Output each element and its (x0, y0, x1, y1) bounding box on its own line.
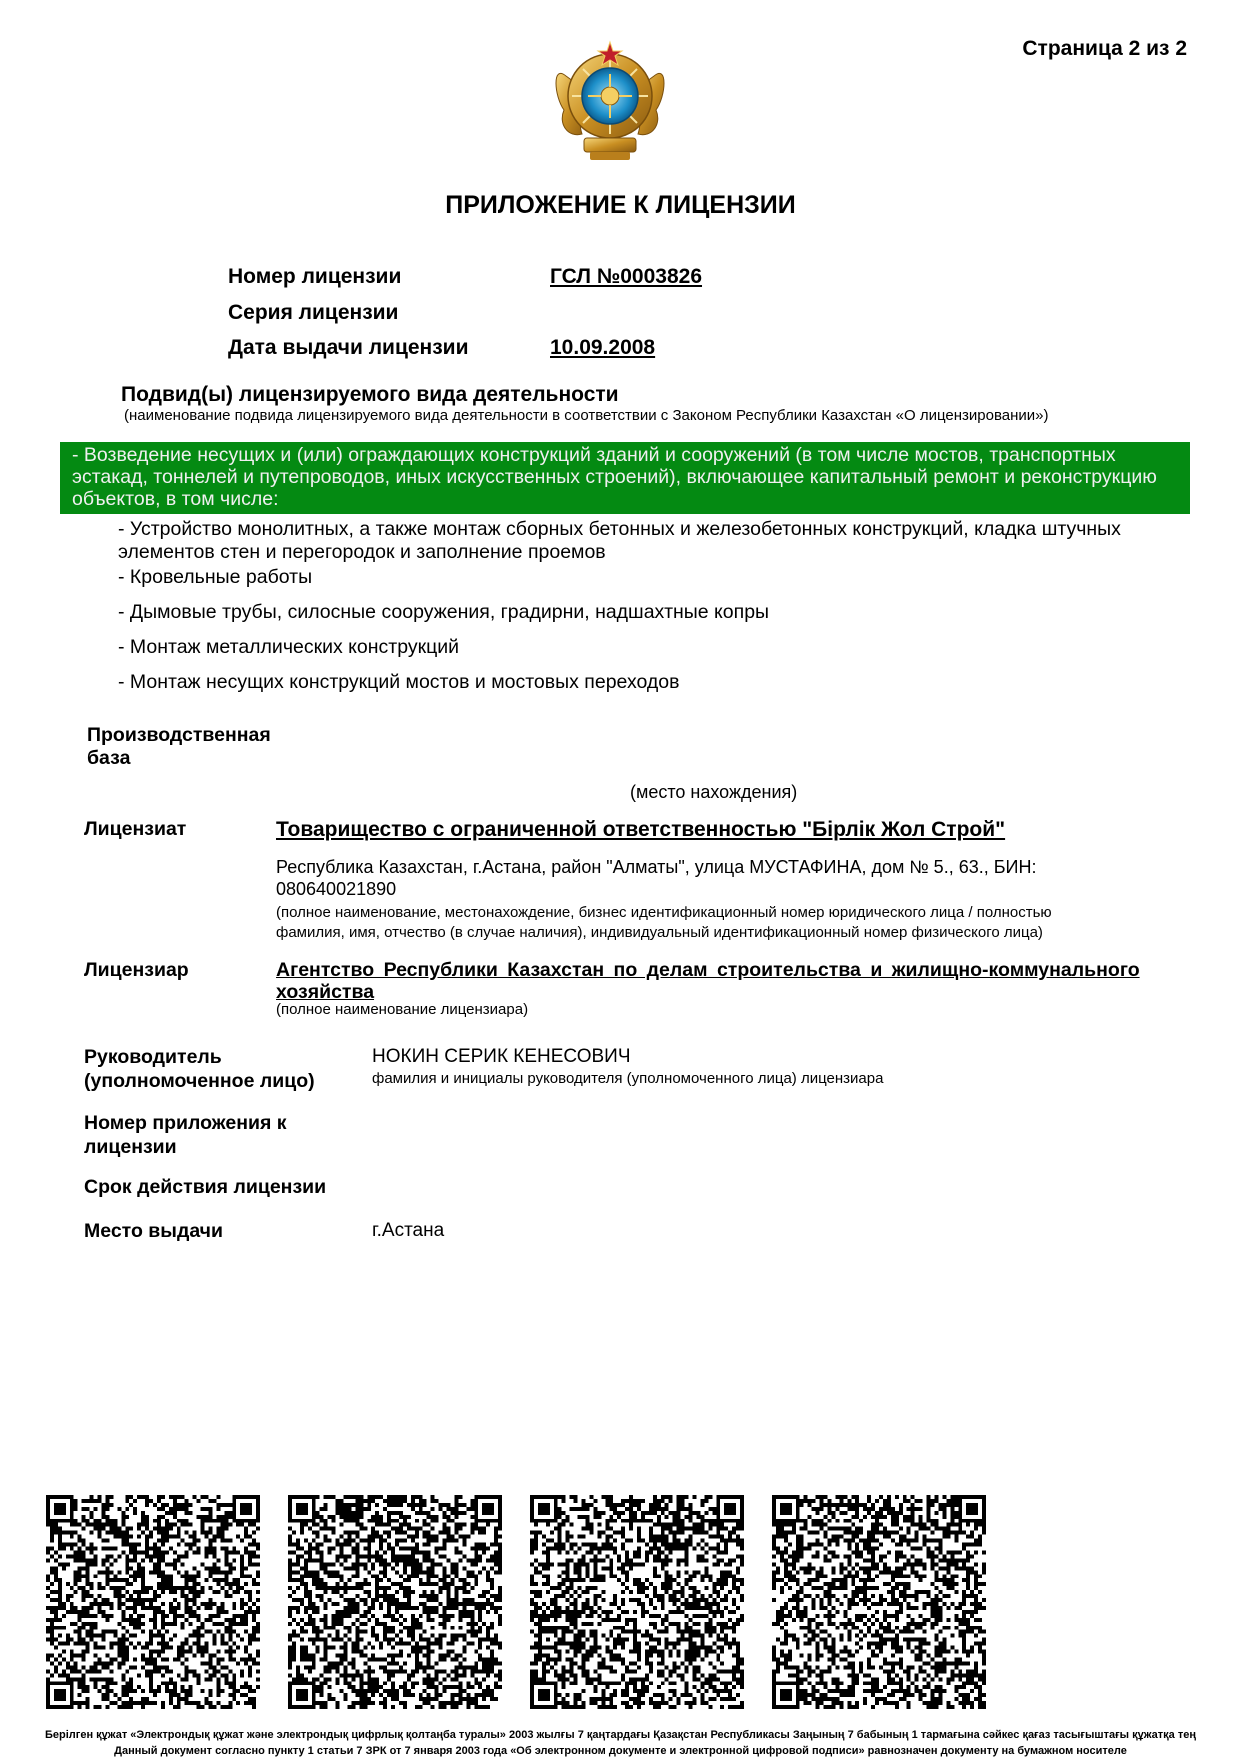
footer-line1: Берілген құжат «Электрондық құжат және электрондық цифрлық қолтаңба туралы» 2003 жылғы 7 қаңтардағы Қазақстан Республикасы Заңының 7 бабының 1 тармағына сәйкес қағаз тасығыштағы құжатқа тең (44, 1729, 1197, 1741)
licensee-label: Лицензиат (84, 818, 187, 840)
footer-line2: Данный документ согласно пункту 1 статьи 7 ЗРК от 7 января 2003 года «Об электронном документе и электронной цифровой подписи» равнозначен документу на бумажном носителе (114, 1745, 1127, 1757)
licensor-label: Лицензиар (84, 959, 189, 981)
license-date-label: Дата выдачи лицензии (228, 336, 469, 359)
license-number-value: ГСЛ №0003826 (550, 265, 703, 288)
qr-code-icon (45, 1495, 261, 1709)
director-label-line2: (уполномоченное лицо) (84, 1070, 315, 1092)
licensor-name: Агентство Республики Казахстан по делам строительства и жилищно-коммунального хозяйства (276, 959, 1140, 1003)
appendix-label-line2: лицензии (84, 1136, 177, 1158)
activity-note: (наименование подвида лицензируемого вида деятельности в соответствии с Законом Республики Казахстан «О лицензировании») (124, 407, 1049, 424)
qr-code-icon (771, 1495, 987, 1709)
qr-code-icon (529, 1495, 745, 1709)
production-base-label: Производственная база (87, 724, 271, 769)
licensee-note-line1: (полное наименование, местонахождение, бизнес идентификационный номер юридического лица / полностью (276, 904, 1052, 921)
licensee-address-line1: Республика Казахстан, г.Астана, район "Алматы", улица МУСТАФИНА, дом № 5., 63., БИН: (276, 857, 1037, 877)
appendix-label-line1: Номер приложения к (84, 1112, 287, 1134)
license-series-label: Серия лицензии (228, 301, 399, 324)
activity-item: - Дымовые трубы, силосные сооружения, градирни, надшахтные копры (118, 601, 770, 623)
activity-title: Подвид(ы) лицензируемого вида деятельности (121, 383, 619, 406)
place-label: Место выдачи (84, 1220, 223, 1242)
director-label-line1: Руководитель (84, 1046, 222, 1068)
place-value: г.Астана (372, 1220, 445, 1241)
page-number: Страница 2 из 2 (1022, 37, 1187, 60)
kazakhstan-state-emblem-icon (548, 34, 672, 166)
activity-item: - Монтаж металлических конструкций (118, 636, 460, 658)
legal-footer (0, 1727, 1241, 1759)
production-base-note: (место нахождения) (630, 782, 798, 802)
licensor-note: (полное наименование лицензиара) (276, 1001, 529, 1018)
licensee-address-line2: 080640021890 (276, 879, 397, 899)
activity-item: - Монтаж несущих конструкций мостов и мостовых переходов (118, 671, 680, 693)
activity-item: - Кровельные работы (118, 566, 313, 588)
license-number-label: Номер лицензии (228, 265, 402, 288)
license-date-value: 10.09.2008 (550, 336, 656, 359)
licensee-name: Товарищество с ограниченной ответственностью "Бірлік Жол Строй" (276, 818, 1006, 841)
licensee-note-line2: фамилия, имя, отчество (в случае наличия), индивидуальный идентификационный номер физического лица) (276, 924, 1043, 941)
director-note: фамилия и инициалы руководителя (уполномоченного лица) лицензиара (372, 1070, 884, 1087)
director-name: НОКИН СЕРИК КЕНЕСОВИЧ (372, 1046, 631, 1067)
page-title: ПРИЛОЖЕНИЕ К ЛИЦЕНЗИИ (445, 191, 796, 219)
validity-label: Срок действия лицензии (84, 1176, 327, 1198)
qr-code-icon (287, 1495, 503, 1709)
activity-main-item: - Возведение несущих и (или) ограждающих конструкций зданий и сооружений (в том числе мостов, транспортных эстакад, тоннелей и путепроводов, иных искусственных строений), включающее капитальный ремонт и реконструкцию объектов, в том числе: (72, 444, 1157, 510)
activity-item: - Устройство монолитных, а также монтаж сборных бетонных и железобетонных конструкций, кладка штучных элементов стен и перегородок и заполнение проемов (118, 518, 1121, 563)
